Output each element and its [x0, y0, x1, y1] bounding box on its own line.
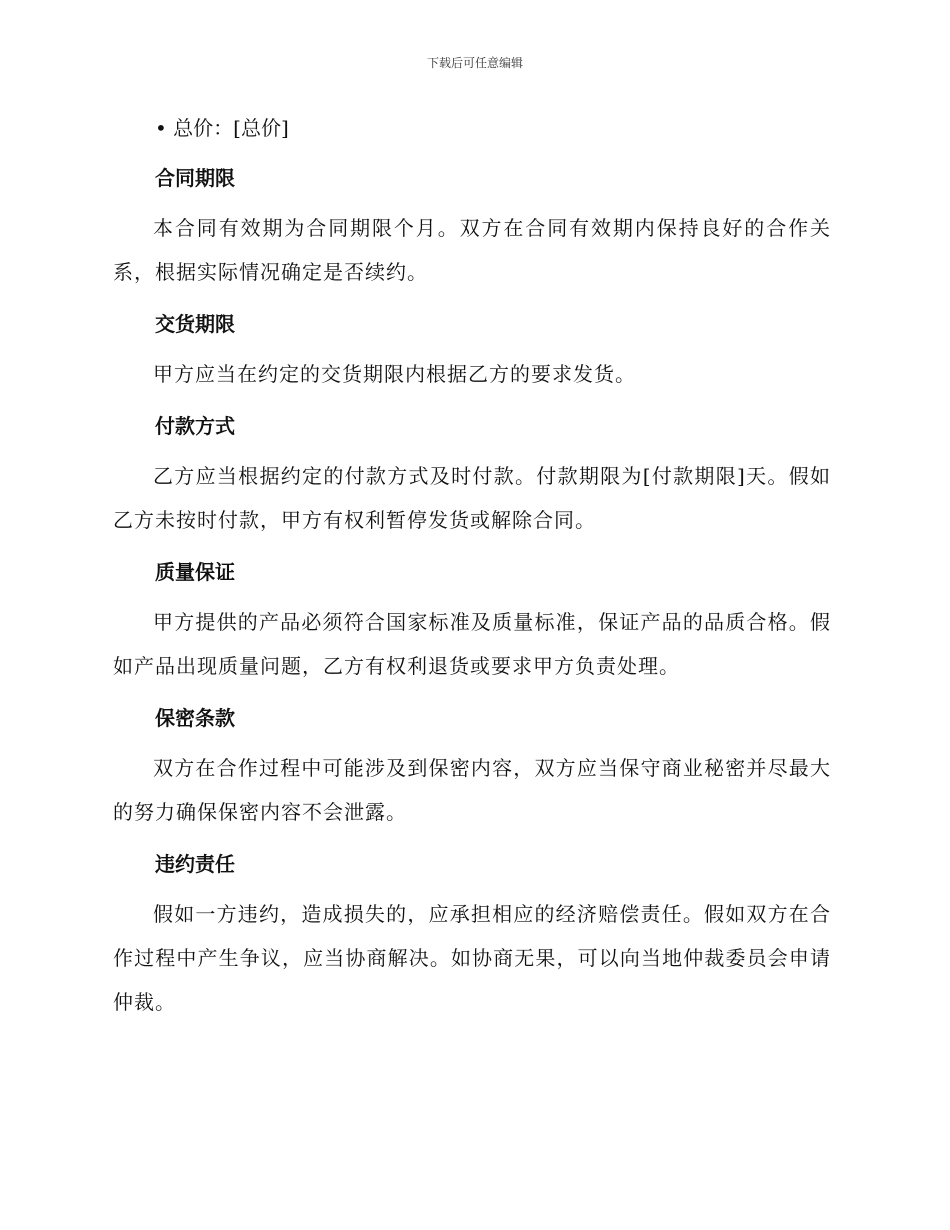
section-body-quality-guarantee: 甲方提供的产品必须符合国家标准及质量标准，保证产品的品质合格。假如产品出现质量问题，乙方有权利退货或要求甲方负责处理。 — [113, 610, 831, 678]
document-body — [113, 110, 831, 1036]
section-heading-contract-term: 合同期限 — [155, 166, 235, 190]
section-heading-delivery-term: 交货期限 — [155, 312, 235, 336]
total-price-line: • 总价：[总价] — [155, 116, 289, 140]
section-body-confidentiality: 双方在合作过程中可能涉及到保密内容，双方应当保守商业秘密并尽最大的努力确保保密内容不会泄露。 — [113, 756, 831, 824]
section-body-breach-liability: 假如一方违约，造成损失的，应承担相应的经济赔偿责任。假如双方在合作过程中产生争议，应当协商解决。如协商无果，可以向当地仲裁委员会申请仲裁。 — [113, 902, 831, 1014]
page-header: 下载后可任意编辑 — [426, 56, 523, 70]
section-body-contract-term: 本合同有效期为合同期限个月。双方在合同有效期内保持良好的合作关系，根据实际情况确定是否续约。 — [113, 216, 831, 284]
section-heading-payment-method: 付款方式 — [155, 414, 235, 438]
section-heading-confidentiality: 保密条款 — [155, 706, 235, 730]
section-body-delivery-term: 甲方应当在约定的交货期限内根据乙方的要求发货。 — [153, 362, 636, 386]
section-body-payment-method: 乙方应当根据约定的付款方式及时付款。付款期限为[付款期限]天。假如乙方未按时付款，甲方有权利暂停发货或解除合同。 — [113, 464, 831, 532]
section-heading-breach-liability: 违约责任 — [155, 852, 235, 876]
section-heading-quality-guarantee: 质量保证 — [155, 560, 235, 584]
